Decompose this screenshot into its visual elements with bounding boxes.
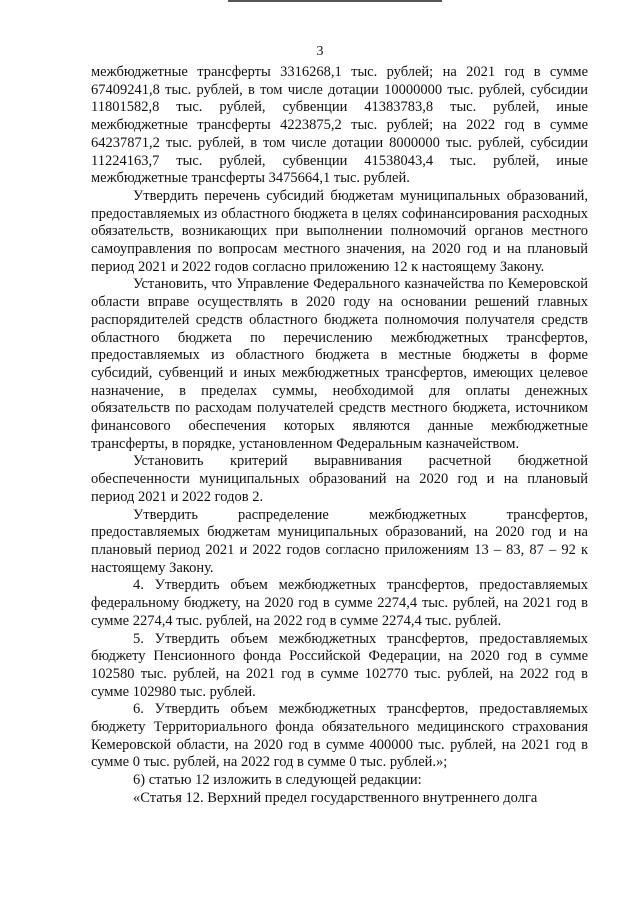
paragraph-article-12-amendment: 6) статью 12 изложить в следующей редакции: — [133, 772, 422, 789]
document-body — [91, 64, 588, 808]
paragraph-item-6-health-fund: 6. Утвердить объем межбюджетных трансфертов, предоставляемых бюджету Территориального фонда обязательного медицинского страхования Кемеровской области, на 2020 год в сумме 400000 тыс. рублей, на 2021 год в сумме 0 тыс. рублей, на 2022 год в сумме 0 тыс. рублей.»; — [91, 701, 588, 771]
page-number: 3 — [316, 44, 324, 59]
header-rule — [228, 0, 442, 2]
paragraph-equalization-criterion: Установить критерий выравнивания расчетной бюджетной обеспеченности муниципальных образований на 2020 год и на плановый период 2021 и 2022 годов 2. — [91, 453, 588, 505]
paragraph-article-12-heading: «Статья 12. Верхний предел государственного внутреннего долга — [133, 789, 538, 806]
paragraph-subsidy-list: Утвердить перечень субсидий бюджетам муниципальных образований, предоставляемых из областного бюджета в целях софинансирования расходных обязательств, возникающих при выполнении полномочий органов местного самоуправления по вопросам местного значения, на 2020 год и на плановый период 2021 и 2022 годов согласно приложению 12 к настоящему Закону. — [91, 187, 588, 275]
paragraph-item-5-pension-fund: 5. Утвердить объем межбюджетных трансфертов, предоставляемых бюджету Пенсионного фонда Российской Федерации, на 2020 год в сумме 102580 тыс. рублей, на 2021 год в сумме 102770 тыс. рублей, на 2022 год в сумме 102980 тыс. рублей. — [91, 630, 588, 700]
paragraph-treasury-powers: Установить, что Управление Федерального казначейства по Кемеровской области вправе осуществлять в 2020 году на основании решений главных распорядителей средств областного бюджета полномочия получателя средств областного бюджета по перечислению межбюджетных трансфертов, предоставляемых из областного бюджета в местные бюджеты в форме субсидий, субвенций и иных межбюджетных трансфертов, имеющих целевое назначение, в пределах суммы, необходимой для оплаты денежных обязательств по расходам получателей средств местного бюджета, источником финансового обеспечения которых являются данные межбюджетные трансферты, в порядке, установленном Федеральным казначейством. — [91, 276, 588, 452]
paragraph-transfers-continued: межбюджетные трансферты 3316268,1 тыс. рублей; на 2021 год в сумме 67409241,8 тыс. рублей, в том числе дотации 10000000 тыс. рублей, субсидии 11801582,8 тыс. рублей, субвенции 41383783,8 тыс. рублей, иные межбюджетные трансферты 4223875,2 тыс. рублей; на 2022 год в сумме 64237871,2 тыс. рублей, в том числе дотации 8000000 тыс. рублей, субсидии 11224163,7 тыс. рублей, субвенции 41538043,4 тыс. рублей, иные межбюджетные трансферты 3475664,1 тыс. рублей. — [91, 64, 588, 187]
paragraph-transfer-distribution: Утвердить распределение межбюджетных трансфертов, предоставляемых бюджетам муниципальных образований, на 2020 год и на плановый период 2021 и 2022 годов согласно приложениям 13 – 83, 87 – 92 к настоящему Закону. — [91, 506, 588, 576]
paragraph-item-4-federal-budget: 4. Утвердить объем межбюджетных трансфертов, предоставляемых федеральному бюджету, на 2020 год в сумме 2274,4 тыс. рублей, на 2021 год в сумме 2274,4 тыс. рублей, на 2022 год в сумме 2274,4 тыс. рублей. — [91, 577, 588, 629]
